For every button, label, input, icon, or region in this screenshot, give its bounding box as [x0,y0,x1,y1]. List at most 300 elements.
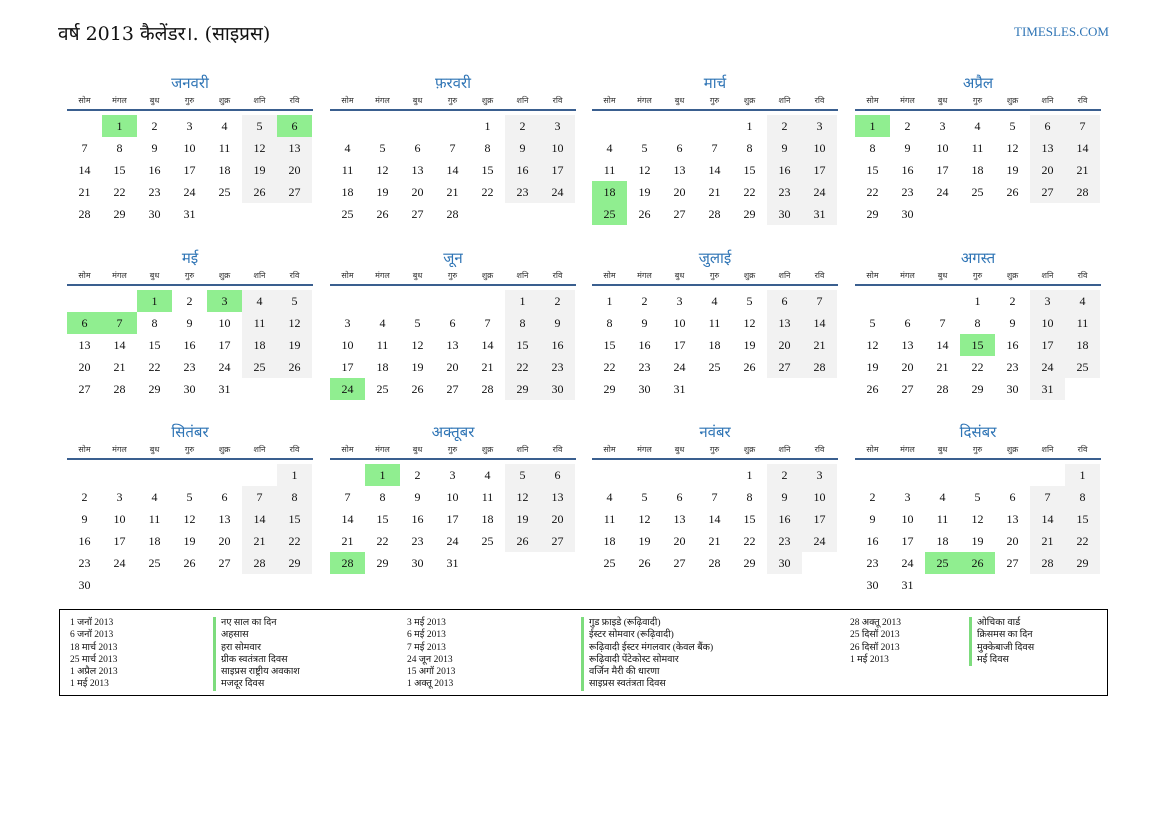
day-cell: 29 [376,556,389,570]
day-cell: 5 [379,141,386,155]
day-cell: 3 [116,490,123,504]
day-cell: 28 [446,207,459,221]
day-cell: 10 [673,316,686,330]
weekday-header [855,443,1101,460]
day-cell: 31 [1030,378,1065,400]
empty-cell [242,464,277,486]
day-cell: 10 [802,486,837,508]
day-cell: 27 [411,207,424,221]
weekday-label: सोम [78,96,91,105]
weekday-label: रवि [289,445,300,454]
day-cell: 20 [218,534,231,548]
weekday-label: शनि [1041,445,1054,454]
day-cell: 31 [673,382,686,396]
day-cell: 18 [481,512,494,526]
day-cell: 13 [901,338,914,352]
day-cell: 9 [186,316,193,330]
day-cell: 2 [505,115,540,137]
day-grid [330,115,576,225]
empty-cell [697,464,732,486]
day-cell: 25 [1065,356,1100,378]
weekday-label: मंगल [637,96,652,105]
weekday-label: शनि [516,445,529,454]
day-grid [592,464,838,574]
day-cell: 25 [341,207,354,221]
day-cell: 15 [277,508,312,530]
weekday-label: रवि [289,271,300,280]
day-cell: 22 [971,360,984,374]
holiday-date: 1 मई 2013 [70,679,109,690]
day-cell: 17 [673,338,686,352]
day-cell: 26 [376,207,389,221]
holiday-date: 25 दिसॉ 2013 [850,630,900,641]
day-cell: 12 [1006,141,1019,155]
day-cell: 15 [113,163,126,177]
day-cell: 15 [603,338,616,352]
day-cell: 22 [743,534,756,548]
month-name: अगस्त [960,249,996,267]
day-cell: 1 [746,119,753,133]
day-cell: 13 [277,137,312,159]
day-cell: 26 [1006,185,1019,199]
weekday-label: सोम [78,445,91,454]
day-cell: 28 [113,382,126,396]
month-calendar [592,72,838,225]
weekday-label: मंगल [112,96,127,105]
day-cell: 4 [221,119,228,133]
day-cell: 18 [242,334,277,356]
weekday-label: शनि [1041,271,1054,280]
day-cell: 16 [78,534,91,548]
day-cell: 11 [708,316,721,330]
day-cell: 30 [1006,382,1019,396]
holiday-legend [59,609,1108,696]
day-cell: 9 [151,141,158,155]
legend-names-col-1 [213,617,393,691]
empty-cell [102,290,137,312]
empty-cell [365,115,400,137]
day-cell: 12 [242,137,277,159]
weekday-label: बुध [412,445,423,454]
day-cell: 27 [673,556,686,570]
day-cell: 13 [673,163,686,177]
day-cell: 4 [1065,290,1100,312]
empty-cell [470,290,505,312]
holiday-name: मजदूर दिवस [213,678,393,690]
day-cell: 24 [113,556,126,570]
holiday-name: हरा सोमवार [213,642,393,654]
day-cell: 8 [746,141,753,155]
weekday-label: सोम [866,96,879,105]
day-cell: 2 [186,294,193,308]
day-cell: 24 [1030,356,1065,378]
day-cell: 17 [802,508,837,530]
weekday-label: गुरु [184,271,195,280]
day-cell: 29 [277,552,312,574]
weekday-label: मंगल [112,271,127,280]
day-cell: 8 [746,490,753,504]
day-cell: 25 [218,185,231,199]
day-cell: 2 [151,119,158,133]
day-cell: 9 [414,490,421,504]
day-cell: 5 [242,115,277,137]
day-cell: 19 [638,534,651,548]
day-cell: 21 [481,360,494,374]
month-name: जनवरी [171,74,209,92]
day-cell: 30 [411,556,424,570]
day-cell: 20 [767,334,802,356]
day-cell: 4 [606,141,613,155]
day-cell: 15 [148,338,161,352]
day-cell: 13 [78,338,91,352]
day-cell: 29 [603,382,616,396]
holiday-name: रूढ़िवादी ईस्टर मंगलवार (केवल बैंक) [581,642,841,654]
day-cell: 8 [1065,486,1100,508]
holiday-date: 1 अप्रैल 2013 [70,667,118,678]
weekday-label: सोम [603,96,616,105]
day-cell: 2 [904,119,911,133]
day-cell: 23 [505,181,540,203]
empty-cell [330,115,365,137]
day-cell: 13 [767,312,802,334]
holiday-date: 24 जून 2013 [407,654,453,665]
day-cell: 21 [802,334,837,356]
day-cell: 16 [411,512,424,526]
weekday-label: बुध [674,271,685,280]
day-cell: 6 [1009,490,1016,504]
holiday-day-cell: 15 [960,334,995,356]
weekday-label: रवि [814,271,825,280]
day-cell: 23 [767,181,802,203]
month-calendar [67,247,313,400]
day-cell: 15 [1065,508,1100,530]
day-cell: 30 [866,578,879,592]
day-cell: 28 [802,356,837,378]
day-cell: 14 [802,312,837,334]
day-cell: 11 [481,490,494,504]
day-cell: 8 [974,316,981,330]
day-cell: 14 [708,163,721,177]
weekday-label: बुध [412,96,423,105]
day-cell: 20 [1006,534,1019,548]
month-calendar [67,421,313,596]
day-cell: 27 [1030,181,1065,203]
day-cell: 30 [78,578,91,592]
day-cell: 23 [638,360,651,374]
holiday-name: रूढ़िवादी पेंटेकोस्ट सोमवार [581,654,841,666]
day-cell: 7 [449,141,456,155]
weekday-label: शुक्र [481,96,494,105]
holiday-day-cell: 6 [277,115,312,137]
month-calendar [330,421,576,574]
day-cell: 24 [673,360,686,374]
day-cell: 31 [183,207,196,221]
day-cell: 20 [673,534,686,548]
holiday-day-cell: 18 [592,181,627,203]
legend-dates-col-1 [70,617,210,691]
day-cell: 27 [1006,556,1019,570]
day-cell: 26 [242,181,277,203]
day-cell: 1 [277,464,312,486]
day-cell: 17 [540,159,575,181]
day-cell: 17 [1030,334,1065,356]
holiday-date: 1 मई 2013 [850,654,889,665]
day-cell: 16 [540,334,575,356]
empty-cell [662,115,697,137]
day-cell: 26 [638,556,651,570]
day-cell: 22 [481,185,494,199]
weekday-label: बुध [412,271,423,280]
weekday-header [592,269,838,286]
day-cell: 10 [446,490,459,504]
day-cell: 4 [344,141,351,155]
weekday-header [855,94,1101,111]
holiday-date: 3 मई 2013 [407,618,446,628]
day-cell: 10 [1030,312,1065,334]
weekday-label: बुध [937,445,948,454]
day-cell: 18 [148,534,161,548]
day-cell: 24 [802,530,837,552]
month-name: मई [181,249,199,267]
weekday-label: मंगल [112,445,127,454]
holiday-date: 6 जनॉ 2013 [70,630,114,641]
weekday-label: बुध [149,96,160,105]
day-cell: 3 [904,490,911,504]
weekday-label: मंगल [900,271,915,280]
weekday-label: सोम [78,271,91,280]
day-cell: 16 [1006,338,1019,352]
day-cell: 21 [936,360,949,374]
day-cell: 14 [481,338,494,352]
empty-cell [365,290,400,312]
holiday-name: ग्रीक स्वतंत्रता दिवस [213,654,393,666]
day-cell: 27 [218,556,231,570]
day-cell: 5 [277,290,312,312]
empty-cell [855,464,890,486]
day-cell: 1 [1065,464,1100,486]
day-cell: 19 [411,360,424,374]
day-cell: 31 [901,578,914,592]
weekday-header [592,443,838,460]
weekday-header [330,94,576,111]
day-cell: 23 [411,534,424,548]
weekday-label: गुरु [709,271,720,280]
day-cell: 3 [802,464,837,486]
month-name: नवंबर [699,423,731,441]
weekday-header [855,269,1101,286]
day-cell: 27 [540,530,575,552]
day-cell: 21 [113,360,126,374]
day-cell: 13 [446,338,459,352]
day-cell: 14 [113,338,126,352]
weekday-label: सोम [341,96,354,105]
day-cell: 2 [641,294,648,308]
day-cell: 11 [242,312,277,334]
empty-cell [400,115,435,137]
day-cell: 1 [484,119,491,133]
holiday-day-cell: 1 [102,115,137,137]
day-cell: 26 [411,382,424,396]
day-cell: 10 [218,316,231,330]
day-cell: 4 [484,468,491,482]
day-cell: 8 [116,141,123,155]
empty-cell [435,290,470,312]
day-cell: 22 [277,530,312,552]
weekday-label: बुध [149,271,160,280]
day-cell: 14 [242,508,277,530]
day-cell: 7 [484,316,491,330]
weekday-label: बुध [674,96,685,105]
day-cell: 19 [866,360,879,374]
day-cell: 3 [344,316,351,330]
holiday-date: 1 अक्तू 2013 [407,679,454,690]
day-cell: 29 [743,556,756,570]
weekday-label: शनि [253,96,266,105]
weekday-header [330,443,576,460]
weekday-label: रवि [814,445,825,454]
day-cell: 18 [971,163,984,177]
day-cell: 21 [341,534,354,548]
day-cell: 3 [676,294,683,308]
holiday-day-cell: 28 [330,552,365,574]
day-cell: 10 [341,338,354,352]
day-cell: 22 [743,185,756,199]
day-cell: 5 [641,141,648,155]
weekday-label: शुक्र [1006,271,1019,280]
day-cell: 9 [540,312,575,334]
day-cell: 20 [446,360,459,374]
day-grid [592,115,838,225]
day-cell: 27 [446,382,459,396]
empty-cell [627,115,662,137]
day-cell: 28 [242,552,277,574]
day-cell: 12 [411,338,424,352]
weekday-label: गुरु [447,96,458,105]
weekday-label: शुक्र [743,271,756,280]
day-cell: 29 [743,207,756,221]
day-cell: 14 [446,163,459,177]
day-cell: 22 [376,534,389,548]
day-cell: 12 [638,163,651,177]
day-cell: 28 [708,556,721,570]
day-grid [855,464,1101,596]
holiday-name: क्रिसमस का दिन [969,629,1099,641]
weekday-label: बुध [937,271,948,280]
day-cell: 6 [1030,115,1065,137]
day-cell: 8 [869,141,876,155]
day-cell: 5 [641,490,648,504]
month-name: अप्रैल [962,74,994,92]
day-cell: 14 [341,512,354,526]
weekday-label: बुध [674,445,685,454]
day-cell: 15 [481,163,494,177]
day-cell: 27 [78,382,91,396]
holiday-date: 1 जनॉ 2013 [70,618,114,628]
weekday-label: शनि [253,271,266,280]
day-cell: 19 [505,508,540,530]
day-cell: 4 [939,490,946,504]
day-cell: 3 [802,115,837,137]
day-cell: 17 [446,512,459,526]
day-cell: 26 [277,356,312,378]
holiday-day-cell: 6 [67,312,102,334]
weekday-label: गुरु [709,96,720,105]
holiday-date: 18 मार्च 2013 [70,642,118,653]
weekday-label: मंगल [900,96,915,105]
day-cell: 13 [540,486,575,508]
weekday-label: शनि [516,271,529,280]
empty-cell [102,464,137,486]
holiday-day-cell: 7 [102,312,137,334]
day-cell: 31 [446,556,459,570]
weekday-label: शुक्र [481,445,494,454]
weekday-label: गुरु [972,445,983,454]
month-name: सितंबर [171,423,209,441]
weekday-label: रवि [552,445,563,454]
empty-cell [172,464,207,486]
day-cell: 7 [1065,115,1100,137]
day-grid [330,464,576,574]
day-cell: 19 [971,534,984,548]
day-cell: 20 [673,185,686,199]
day-cell: 24 [540,181,575,203]
weekday-label: मंगल [375,445,390,454]
holiday-day-cell: 3 [207,290,242,312]
day-cell: 19 [638,185,651,199]
month-calendar [855,247,1101,400]
weekday-label: रवि [814,96,825,105]
day-cell: 29 [971,382,984,396]
day-cell: 30 [767,203,802,225]
day-cell: 13 [673,512,686,526]
day-cell: 3 [1030,290,1065,312]
weekday-label: रवि [1077,445,1088,454]
day-cell: 29 [1065,552,1100,574]
day-cell: 11 [376,338,389,352]
day-cell: 16 [505,159,540,181]
day-cell: 2 [1009,294,1016,308]
month-name: अक्तूबर [431,423,475,441]
day-cell: 5 [869,316,876,330]
day-cell: 20 [411,185,424,199]
site-link[interactable]: TIMESLES.COM [1014,24,1109,39]
holiday-name: मई दिवस [969,654,1099,666]
day-cell: 13 [1006,512,1019,526]
day-cell: 13 [1030,137,1065,159]
day-cell: 4 [379,316,386,330]
day-cell: 29 [148,382,161,396]
day-cell: 17 [113,534,126,548]
day-cell: 2 [869,490,876,504]
day-cell: 22 [603,360,616,374]
day-cell: 5 [186,490,193,504]
day-cell: 21 [708,534,721,548]
empty-cell [627,464,662,486]
weekday-label: मंगल [375,96,390,105]
day-cell: 15 [505,334,540,356]
empty-cell [925,464,960,486]
day-cell: 6 [449,316,456,330]
day-cell: 17 [802,159,837,181]
empty-cell [435,115,470,137]
month-name: जुलाई [698,249,732,267]
day-cell: 24 [901,556,914,570]
day-cell: 30 [767,552,802,574]
day-cell: 17 [936,163,949,177]
day-cell: 17 [901,534,914,548]
day-grid [67,115,313,225]
month-calendar [592,247,838,400]
